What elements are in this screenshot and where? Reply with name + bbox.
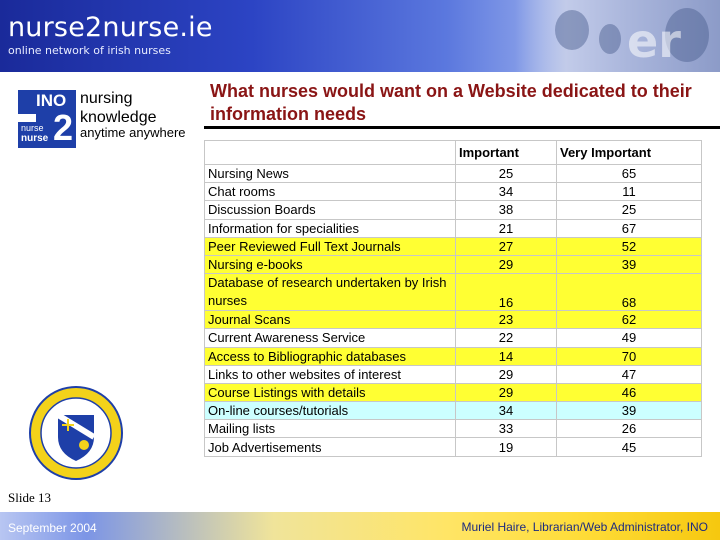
footer-date: September 2004 — [8, 521, 97, 535]
table-row — [205, 274, 702, 311]
brand-tagline: online network of irish nurses — [8, 44, 171, 57]
row-very-important-value: 39 — [557, 255, 702, 273]
row-very-important-value: 39 — [557, 402, 702, 420]
logo-text-nursing: nursing — [80, 90, 133, 107]
ino-seal-icon — [28, 385, 124, 481]
row-label: Nursing News — [205, 165, 456, 183]
row-very-important-value: 25 — [557, 201, 702, 219]
table-header-row — [205, 141, 702, 165]
logo-text-knowledge: knowledge — [80, 109, 157, 126]
row-very-important-value: 65 — [557, 165, 702, 183]
table-row — [205, 183, 702, 201]
table-row — [205, 420, 702, 438]
row-label: Current Awareness Service — [205, 329, 456, 347]
logo-text-anytime: anytime anywhere — [80, 125, 186, 140]
ino-logo-nurse-2: nurse — [21, 133, 49, 144]
table-row — [205, 383, 702, 401]
row-very-important-value: 46 — [557, 383, 702, 401]
table-row — [205, 165, 702, 183]
banner-photo-image: er — [515, 0, 720, 72]
row-very-important-value: 62 — [557, 311, 702, 329]
row-important-value: 34 — [456, 183, 557, 201]
ino-logo — [18, 90, 76, 148]
row-label: Nursing e-books — [205, 255, 456, 273]
table-row — [205, 255, 702, 273]
row-very-important-value: 68 — [557, 274, 702, 311]
row-important-value: 21 — [456, 219, 557, 237]
row-important-value: 14 — [456, 347, 557, 365]
table-row — [205, 402, 702, 420]
table-row — [205, 237, 702, 255]
row-important-value: 29 — [456, 383, 557, 401]
row-important-value: 33 — [456, 420, 557, 438]
row-important-value: 34 — [456, 402, 557, 420]
row-important-value: 19 — [456, 438, 557, 456]
column-header-important: Important — [456, 141, 557, 165]
row-very-important-value: 11 — [557, 183, 702, 201]
row-important-value: 29 — [456, 365, 557, 383]
table-row — [205, 365, 702, 383]
table-row — [205, 201, 702, 219]
survey-table — [204, 140, 702, 457]
row-important-value: 38 — [456, 201, 557, 219]
ino-logo-nurse-1: nurse — [21, 123, 44, 133]
table-row — [205, 347, 702, 365]
title-divider — [204, 126, 720, 129]
table-body — [205, 165, 702, 457]
column-header-label — [205, 141, 456, 165]
row-label: Journal Scans — [205, 311, 456, 329]
row-very-important-value: 45 — [557, 438, 702, 456]
table-row — [205, 311, 702, 329]
row-very-important-value: 26 — [557, 420, 702, 438]
row-important-value: 29 — [456, 255, 557, 273]
row-label: Information for specialities — [205, 219, 456, 237]
row-important-value: 23 — [456, 311, 557, 329]
row-very-important-value: 47 — [557, 365, 702, 383]
table-row — [205, 219, 702, 237]
slide-title: What nurses would want on a Website dedicated to their information needs — [210, 81, 692, 124]
row-very-important-value: 49 — [557, 329, 702, 347]
ino-logo-text: INO — [36, 91, 67, 110]
row-label: Course Listings with details — [205, 383, 456, 401]
row-important-value: 22 — [456, 329, 557, 347]
row-very-important-value: 67 — [557, 219, 702, 237]
row-label: Discussion Boards — [205, 201, 456, 219]
row-important-value: 16 — [456, 274, 557, 311]
column-header-very-important: Very Important — [557, 141, 702, 165]
header-banner — [0, 0, 720, 72]
table-row — [205, 438, 702, 456]
table-row — [205, 329, 702, 347]
footer-author: Muriel Haire, Librarian/Web Administrator, INO — [461, 520, 708, 534]
row-very-important-value: 70 — [557, 347, 702, 365]
brand-title: nurse2nurse.ie — [8, 12, 213, 43]
row-label: Database of research undertaken by Irish nurses — [205, 274, 456, 311]
slide-number: Slide 13 — [8, 490, 51, 505]
row-label: Job Advertisements — [205, 438, 456, 456]
ino-logo-numeral: 2 — [52, 107, 73, 148]
row-important-value: 25 — [456, 165, 557, 183]
row-label: Links to other websites of interest — [205, 365, 456, 383]
row-label: Peer Reviewed Full Text Journals — [205, 237, 456, 255]
row-label: Chat rooms — [205, 183, 456, 201]
row-label: Access to Bibliographic databases — [205, 347, 456, 365]
row-label: Mailing lists — [205, 420, 456, 438]
row-label: On-line courses/tutorials — [205, 402, 456, 420]
row-very-important-value: 52 — [557, 237, 702, 255]
row-important-value: 27 — [456, 237, 557, 255]
